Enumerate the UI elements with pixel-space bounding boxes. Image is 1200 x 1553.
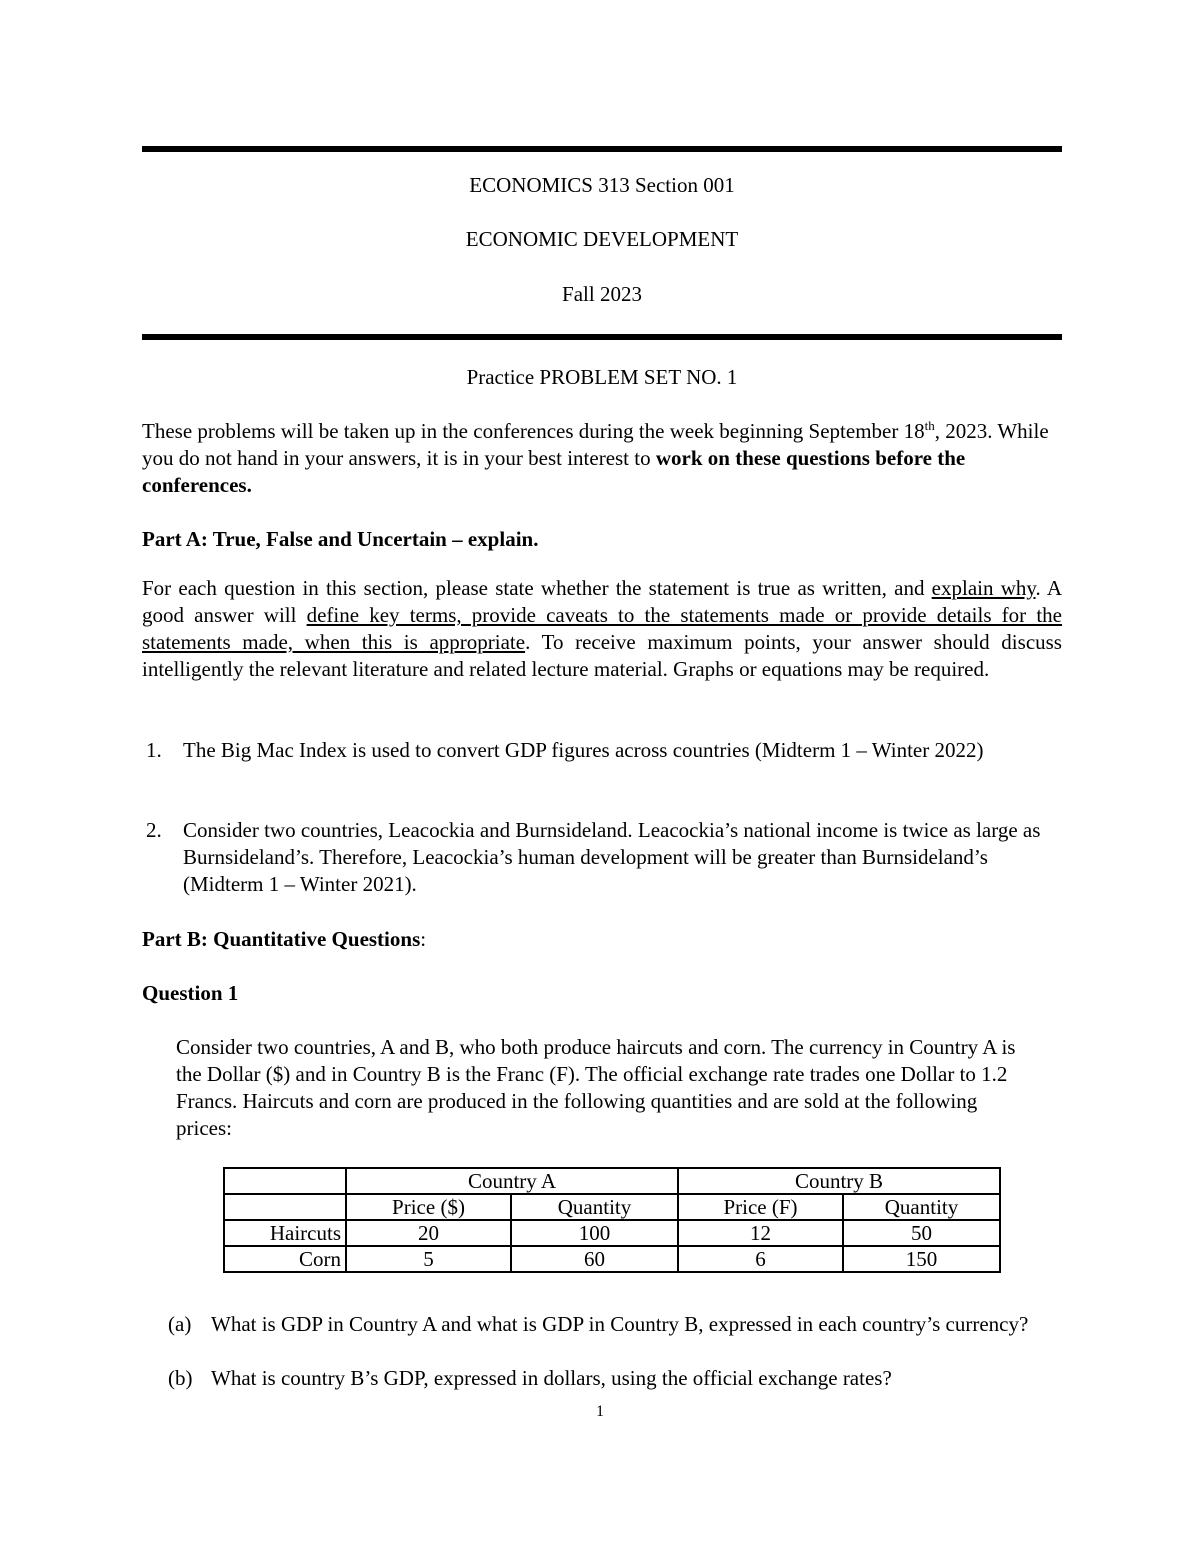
list-item: [142, 737, 1062, 764]
table-cell: 6: [678, 1246, 843, 1272]
table-row: [224, 1220, 1000, 1246]
subquestion-label: (a): [168, 1312, 192, 1336]
part-a-heading: Part A: True, False and Uncertain – explain.: [142, 527, 539, 551]
table-cell: 12: [678, 1220, 843, 1246]
page-number: 1: [596, 1403, 604, 1420]
table-col-header: Quantity: [511, 1194, 678, 1220]
table-cell: 150: [843, 1246, 1000, 1272]
table-row: [224, 1246, 1000, 1272]
table-row: [224, 1194, 1000, 1220]
instructions-text-3: . To receive maximum points, your answer should discuss intelligently the relevant literature and related lecture material. Graphs or equations may be required.: [142, 630, 1062, 681]
list-item-number: 2.: [146, 818, 162, 842]
table-cell: 60: [511, 1246, 678, 1272]
question-1-heading: Question 1: [142, 981, 239, 1005]
table-cell-empty: [224, 1168, 346, 1194]
price-quantity-table: [223, 1167, 1001, 1273]
question-1-text: Consider two countries, A and B, who both produce haircuts and corn. The currency in Country A is the Dollar ($) and in Country B is the Franc (F). The official exchange rate trades one Dollar to 1.2 Francs. Haircuts and corn are produced in the following quantities and are sold at the following prices:: [176, 1035, 1016, 1140]
table-row: [224, 1168, 1000, 1194]
middle-rule: [142, 334, 1062, 340]
table-cell: 20: [346, 1220, 511, 1246]
subquestion-label: (b): [168, 1366, 193, 1390]
subquestion-text: What is GDP in Country A and what is GDP in Country B, expressed in each country’s currency?: [211, 1312, 1029, 1336]
table-cell: 50: [843, 1220, 1000, 1246]
instructions-text-1: For each question in this section, please state whether the statement is true as written, and: [142, 576, 932, 600]
list-item-text: The Big Mac Index is used to convert GDP figures across countries (Midterm 1 – Winter 2022): [183, 738, 984, 762]
table-col-header: Quantity: [843, 1194, 1000, 1220]
subquestion-text: What is country B’s GDP, expressed in dollars, using the official exchange rates?: [211, 1366, 892, 1390]
table-row-label: Haircuts: [224, 1220, 346, 1246]
course-title: ECONOMIC DEVELOPMENT: [465, 227, 739, 251]
list-item-number: 1.: [146, 738, 162, 762]
part-a-instructions: [142, 575, 1062, 683]
instructions-text-2: . A good answer will: [142, 576, 1062, 627]
course-line: ECONOMICS 313 Section 001: [469, 173, 735, 197]
part-b-heading: [142, 926, 1062, 953]
table-col-header: Price (F): [678, 1194, 843, 1220]
list-item: [142, 817, 1062, 898]
table-col-header: Price ($): [346, 1194, 511, 1220]
problem-set-title: Practice PROBLEM SET NO. 1: [466, 365, 738, 389]
intro-text-1: These problems will be taken up in the conferences during the week beginning September 18: [142, 419, 925, 443]
subquestion: [142, 1365, 1062, 1392]
table-cell-empty: [224, 1194, 346, 1220]
part-b-heading-colon: :: [420, 927, 427, 951]
intro-paragraph: [142, 418, 1062, 499]
list-item-text: Consider two countries, Leacockia and Burnsideland. Leacockia’s national income is twice as large as Burnsideland’s. Therefore, Leacockia’s human development will be greater than Burnsideland’s (Midterm 1 – Winter 2021).: [183, 818, 1041, 896]
table-header-country-b: Country B: [678, 1168, 1000, 1194]
part-b-heading-text: Part B: Quantitative Questions: [142, 927, 421, 951]
subquestion: [142, 1311, 1062, 1338]
table-cell: 5: [346, 1246, 511, 1272]
term-line: Fall 2023: [562, 282, 642, 306]
intro-superscript: th: [924, 418, 935, 433]
table-row-label: Corn: [224, 1246, 346, 1272]
top-rule: [142, 146, 1062, 152]
table-cell: 100: [511, 1220, 678, 1246]
intro-emphasis: work on these questions before the conferences.: [142, 446, 966, 497]
table-header-country-a: Country A: [346, 1168, 678, 1194]
instructions-underline-2: define key terms, provide caveats to the statements made or provide details for the statements made, when this is appropriate: [142, 603, 1062, 654]
intro-text-2: , 2023. While you do not hand in your answers, it is in your best interest to: [142, 419, 1049, 470]
instructions-underline-1: explain why: [931, 576, 1036, 600]
